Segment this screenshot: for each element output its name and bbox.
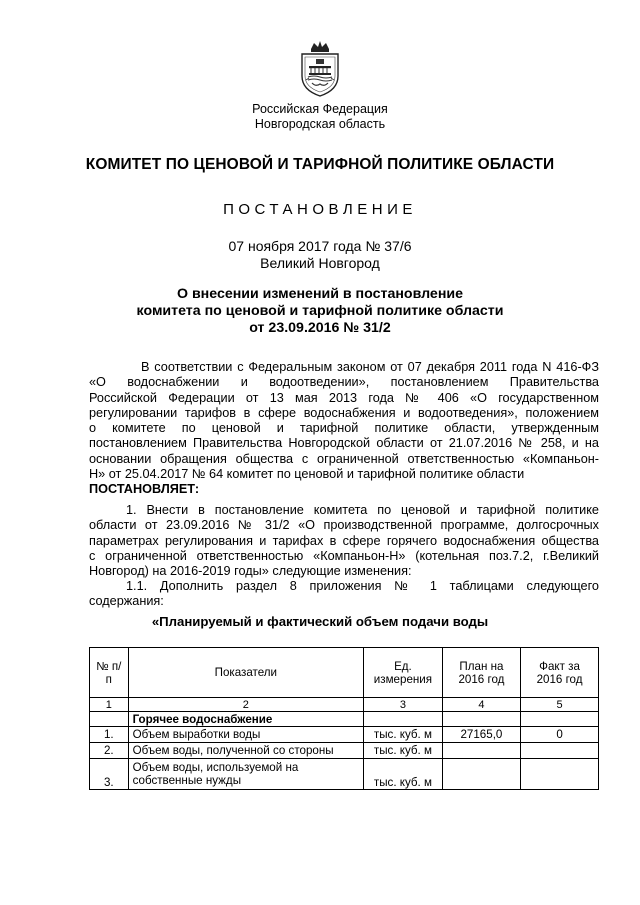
committee-title: КОМИТЕТ ПО ЦЕНОВОЙ И ТАРИФНОЙ ПОЛИТИКЕ ОБЛАСТИ: [85, 156, 555, 173]
plan-cell: [442, 743, 520, 759]
table-row: [90, 759, 599, 790]
header-cell: План на 2016 год: [442, 648, 520, 698]
fact-cell: 0: [521, 727, 599, 743]
text-line: основании обращения общества с ограниченной ответственностью «Компаньон-: [89, 451, 599, 466]
header-cell: Факт за 2016 год: [521, 648, 599, 698]
text-line: постановлением Правительства Новгородской области от 21.07.2016 № 258, и на: [89, 436, 599, 451]
unit-cell: тыс. куб. м: [364, 727, 443, 743]
text-line: области от 23.09.2016 № 31/2 «О производственной программе, долгосрочных: [89, 518, 599, 533]
date-and-number: 07 ноября 2017 года № 37/6: [228, 238, 412, 254]
subject-line: комитета по ценовой и тарифной политике области: [136, 303, 504, 319]
fact-cell: [521, 743, 599, 759]
unit-cell: тыс. куб. м: [364, 759, 443, 790]
column-number-cell: 1: [90, 698, 129, 712]
region-name: Новгородская область: [254, 117, 386, 131]
text-line: 1.1. Дополнить раздел 8 приложения № 1 таблицами следующего: [126, 579, 599, 593]
column-number-cell: 5: [521, 698, 599, 712]
table-cell: [90, 712, 129, 727]
country-name: Российская Федерация: [252, 102, 388, 116]
clause-1-1-paragraph: [89, 579, 599, 610]
city-name: Великий Новгород: [260, 255, 380, 271]
text-line: содержания:: [89, 594, 164, 609]
table-cell: [364, 712, 443, 727]
text-line: Российской Федерации от 13 мая 2013 года № 406 «О государственном: [89, 390, 599, 405]
text-line: о комитете по ценовой и тарифной политике области, утвержденным: [89, 421, 599, 436]
row-number-cell: 3.: [90, 759, 129, 790]
table-cell: [521, 712, 599, 727]
table-header-row: [90, 648, 599, 698]
column-number-cell: 4: [442, 698, 520, 712]
table-cell: [442, 712, 520, 727]
text-line: В соответствии с Федеральным законом от 07 декабря 2011 года N 416-ФЗ: [141, 360, 599, 374]
table-title: «Планируемый и фактический объем подачи воды: [151, 614, 489, 629]
table-row: [90, 743, 599, 759]
text-line: параметрах регулирования и тарифах в сфере горячего водоснабжения общества: [89, 533, 599, 548]
section-title-cell: Горячее водоснабжение: [128, 712, 364, 727]
text-line: с ограниченной ответственностью «Компаньон-Н» (котельная поз.7.2, г.Великий: [89, 548, 599, 563]
section-row: [90, 712, 599, 727]
indicator-cell: Объем воды, используемой на собственные нужды: [128, 759, 364, 790]
novgorod-coat-of-arms-icon: [297, 40, 343, 98]
column-number-cell: 3: [364, 698, 443, 712]
document-type: ПОСТАНОВЛЕНИЕ: [223, 201, 417, 218]
fact-cell: [521, 759, 599, 790]
text-line: 1. Внести в постановление комитета по ценовой и тарифной политике: [126, 503, 599, 517]
water-volume-table: [89, 647, 599, 790]
unit-cell: тыс. куб. м: [364, 743, 443, 759]
column-number-row: [90, 698, 599, 712]
resolves-word: ПОСТАНОВЛЯЕТ:: [89, 482, 200, 497]
indicator-cell: Объем выработки воды: [128, 727, 364, 743]
text-line: Н» от 25.04.2017 № 64 комитет по ценовой и тарифной политике области: [89, 467, 525, 482]
row-number-cell: 1.: [90, 727, 129, 743]
plan-cell: 27165,0: [442, 727, 520, 743]
preamble-paragraph: [89, 360, 599, 498]
column-number-cell: 2: [128, 698, 364, 712]
indicator-cell: Объем воды, полученной со стороны: [128, 743, 364, 759]
clause-1-paragraph: [89, 503, 599, 579]
table-row: [90, 727, 599, 743]
plan-cell: [442, 759, 520, 790]
header-cell: Ед. измерения: [364, 648, 443, 698]
text-line: «О водоснабжении и водоотведении», постановлением Правительства: [89, 375, 599, 390]
header-cell: Показатели: [128, 648, 364, 698]
subject-line: О внесении изменений в постановление: [176, 286, 464, 302]
subject-line: от 23.09.2016 № 31/2: [249, 320, 391, 336]
text-line: регулировании тарифов в сфере водоснабжения и водоотведения», положением: [89, 405, 599, 420]
text-line: Новгород) на 2016-2019 годы» следующие изменения:: [89, 564, 412, 579]
header-cell: № п/п: [90, 648, 129, 698]
row-number-cell: 2.: [90, 743, 129, 759]
